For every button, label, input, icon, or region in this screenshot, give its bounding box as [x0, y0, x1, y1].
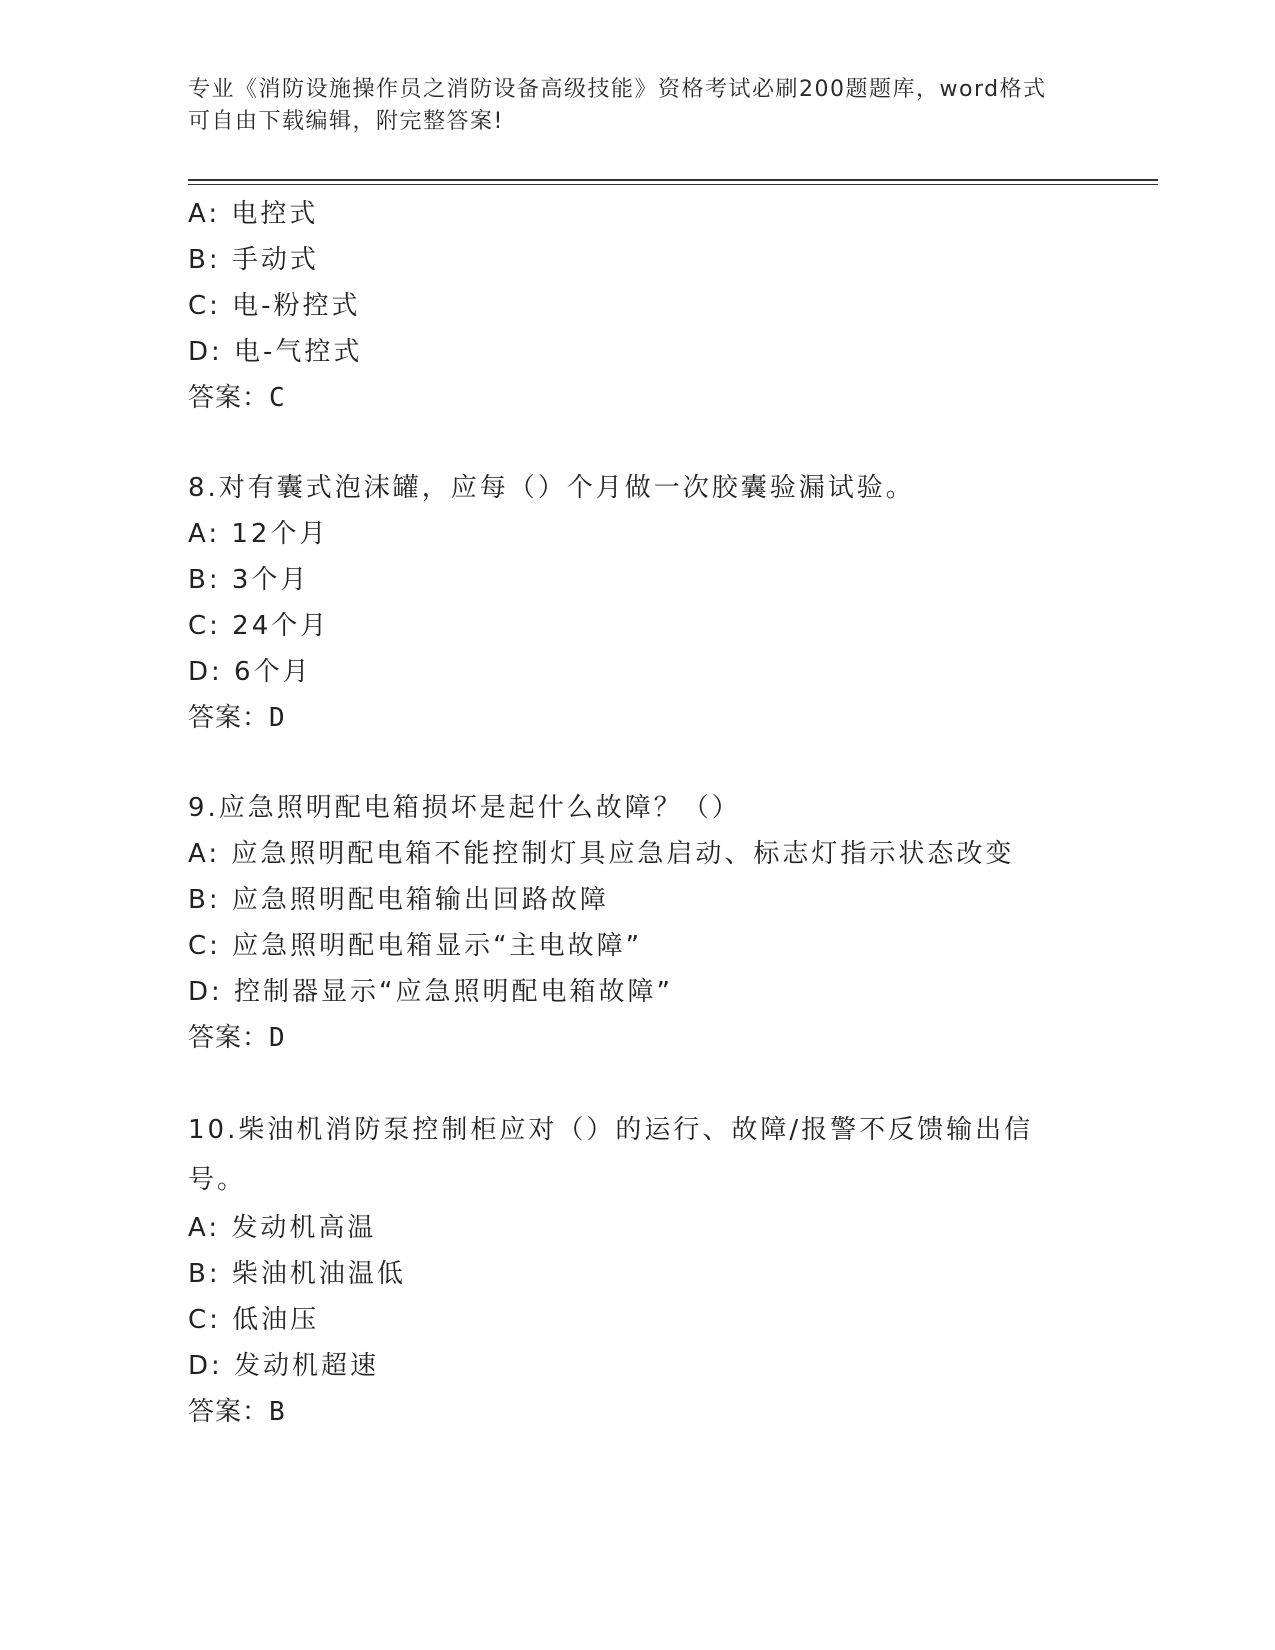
header-rule-thick — [188, 179, 1158, 181]
option-d: D: 发动机超速 — [188, 1351, 380, 1381]
header-rule-thin — [188, 184, 1158, 185]
question-block-9 — [188, 785, 1068, 1061]
question-text: 9.应急照明配电箱损坏是起什么故障？（） — [188, 793, 741, 823]
question-block-10 — [188, 1105, 1068, 1435]
option-a: A: 电控式 — [188, 199, 319, 229]
answer-line: 答案：B — [188, 1397, 286, 1427]
question-block-8 — [188, 465, 1068, 741]
option-c: C: 低油压 — [188, 1305, 320, 1335]
document-header: 专业《消防设施操作员之消防设备高级技能》资格考试必刷200题题库，word格式可自由下载编辑，附完整答案! — [188, 77, 1047, 134]
option-c: C: 应急照明配电箱显示“主电故障” — [188, 931, 643, 961]
question-list — [188, 191, 1068, 1435]
option-b: B: 3个月 — [188, 565, 310, 595]
option-c: C: 24个月 — [188, 611, 330, 641]
option-c: C: 电-粉控式 — [188, 291, 361, 321]
option-b: B: 手动式 — [188, 245, 319, 275]
option-b: B: 应急照明配电箱输出回路故障 — [188, 885, 609, 915]
question-spacer — [188, 421, 1068, 465]
option-a: A: 发动机高温 — [188, 1213, 377, 1243]
question-text: 10.柴油机消防泵控制柜应对（）的运行、故障/报警不反馈输出信号。 — [188, 1115, 1034, 1195]
option-d: D: 6个月 — [188, 657, 312, 687]
question-block-7 — [188, 191, 1068, 421]
question-text: 8.对有囊式泡沫罐，应每（）个月做一次胶囊验漏试验。 — [188, 473, 915, 503]
option-d: D: 电-气控式 — [188, 337, 363, 367]
answer-line: 答案：C — [188, 383, 286, 413]
option-a: A: 12个月 — [188, 519, 329, 549]
answer-line: 答案：D — [188, 703, 286, 733]
answer-line: 答案：D — [188, 1023, 286, 1053]
option-b: B: 柴油机油温低 — [188, 1259, 406, 1289]
option-d: D: 控制器显示“应急照明配电箱故障” — [188, 977, 673, 1007]
question-spacer — [188, 741, 1068, 785]
question-spacer — [188, 1061, 1068, 1105]
option-a: A: 应急照明配电箱不能控制灯具应急启动、标志灯指示状态改变 — [188, 839, 1015, 869]
